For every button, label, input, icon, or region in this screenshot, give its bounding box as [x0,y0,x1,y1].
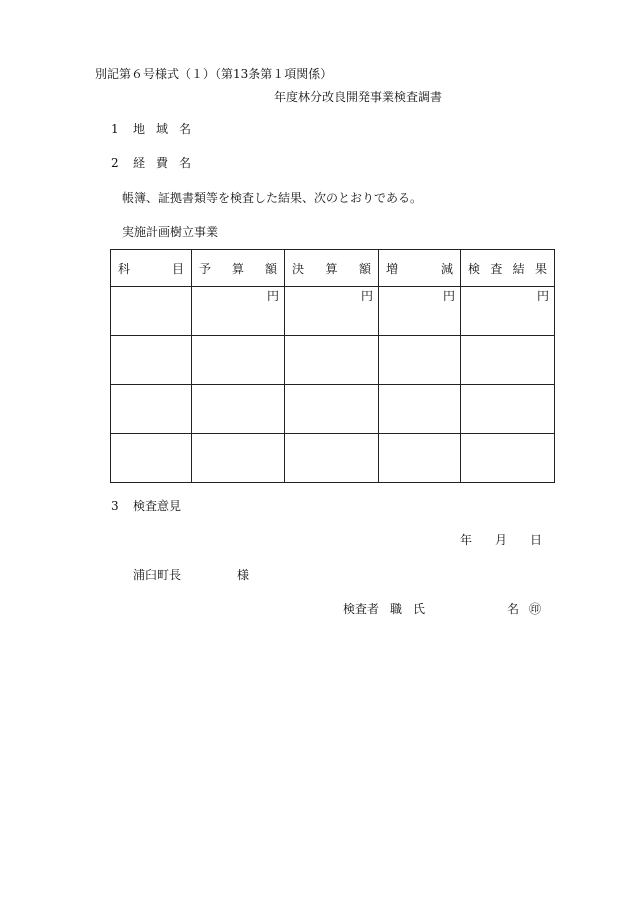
cell-value: 円 [266,289,279,303]
cell-value: 円 [442,289,455,303]
table-row [111,287,555,336]
document-title: 年度林分改良開発事業検査調書 [274,90,443,104]
date-year: 年 [460,533,473,547]
header-char: 決 [292,261,305,276]
header-char: 算 [231,261,244,276]
table-cell [379,385,461,434]
header-char: 増 [386,261,399,276]
header-char: 予 [199,261,212,276]
cell-value: 円 [360,289,373,303]
inspector-name-label-1: 氏 [413,602,426,616]
header-subject [111,250,192,287]
section2-number: 2 [111,156,119,170]
header-settlement [285,250,379,287]
table-header-row [111,250,555,287]
section3-label: 検査意見 [133,499,182,513]
section3-number: 3 [111,499,119,513]
table-cell [285,385,379,434]
header-char: 査 [490,261,503,276]
section2-label-char: 費 [155,156,168,170]
table-cell [192,385,285,434]
header-difference [379,250,461,287]
header-char: 科 [118,261,131,276]
date-month: 月 [494,533,507,547]
table-cell [111,336,192,385]
table-row [111,434,555,483]
table-cell [192,287,285,336]
header-char: 検 [468,261,481,276]
section1-label [133,123,191,135]
inspector-position: 職 [390,602,403,616]
section1-label-char: 地 [133,122,146,136]
inspector-label: 検査者 [343,602,380,616]
expense-table [110,249,555,483]
header-char: 算 [325,261,338,276]
section1-label-char: 域 [155,122,168,136]
table-row [111,385,555,434]
table-row [111,336,555,385]
section2-label [133,157,191,169]
header-char: 減 [440,261,453,276]
seal-mark: ㊞ [529,602,542,616]
date-line [460,534,542,546]
addressee-name: 浦臼町長 [133,568,182,582]
table-cell [461,336,555,385]
table-cell [461,385,555,434]
header-char: 額 [358,261,371,276]
section2-label-char: 名 [178,156,191,170]
form-label: 別記第６号様式（１）（第13条第１項関係） [95,67,333,81]
header-char: 結 [512,261,525,276]
table-cell [111,385,192,434]
table-cell [192,434,285,483]
table-cell [285,287,379,336]
table-subheading: 実施計画樹立事業 [122,225,219,239]
header-char: 額 [264,261,277,276]
table-cell [379,434,461,483]
section1-number: 1 [111,122,119,136]
table-cell [111,434,192,483]
statement-text: 帳簿、証拠書類等を検査した結果、次のとおりである。 [122,191,423,205]
section2-label-char: 経 [133,156,146,170]
table-cell [379,336,461,385]
date-day: 日 [529,533,542,547]
header-result [461,250,555,287]
cell-value [111,287,191,290]
table-cell [379,287,461,336]
header-budget [192,250,285,287]
header-char: 果 [534,261,547,276]
section1-label-char: 名 [178,122,191,136]
table-cell [461,287,555,336]
addressee-honorific: 様 [237,568,250,582]
table-cell [461,434,555,483]
header-char: 目 [171,261,184,276]
table-cell [111,287,192,336]
table-cell [285,336,379,385]
table-cell [192,336,285,385]
table-cell [285,434,379,483]
inspector-name-label-2: 名 [507,602,520,616]
cell-value: 円 [536,289,549,303]
